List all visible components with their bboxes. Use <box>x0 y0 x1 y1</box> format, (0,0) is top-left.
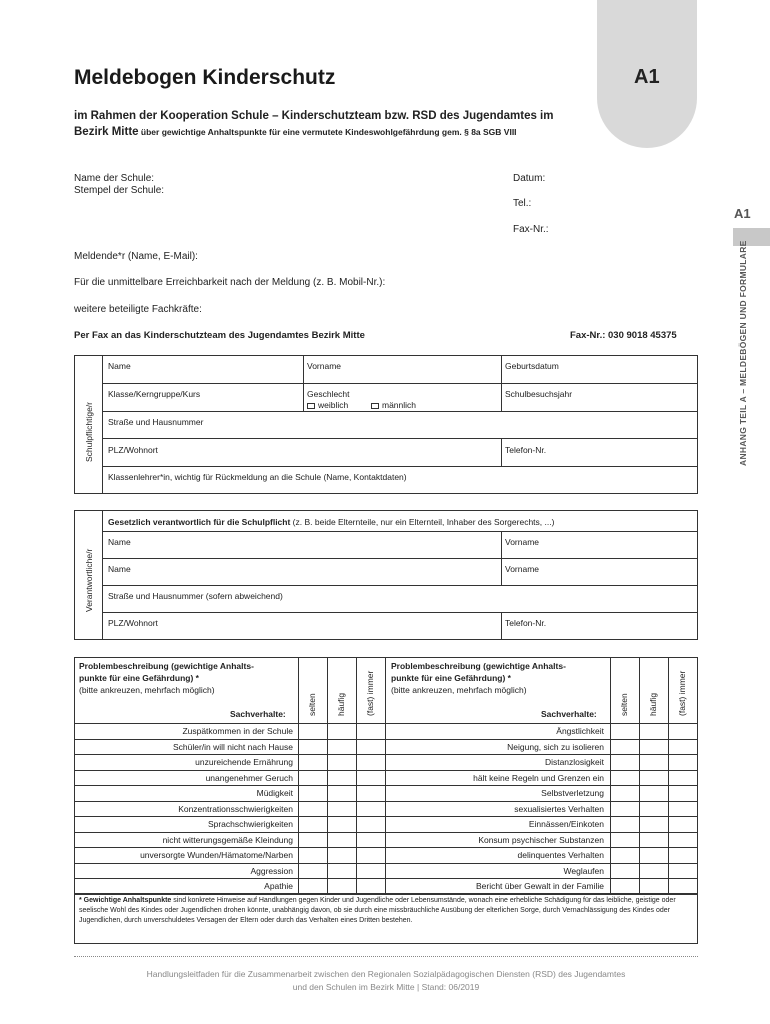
problem-row-line <box>74 863 698 864</box>
left-freq-checkbox-cell[interactable] <box>356 801 385 817</box>
right-freq-always: (fast) immer <box>677 670 687 716</box>
student-col-line <box>501 355 502 411</box>
problem-right-item: Ängstlichkeit <box>556 726 604 736</box>
right-freq-checkbox-cell[interactable] <box>639 785 668 801</box>
right-freq-often: häufig <box>648 692 658 716</box>
student-col-line <box>501 438 502 466</box>
right-freq-checkbox-cell[interactable] <box>610 801 639 817</box>
page-subtitle <box>74 108 594 140</box>
problem-left-item: Zuspätkommen in der Schule <box>182 726 293 736</box>
left-freq-checkbox-cell[interactable] <box>298 878 327 894</box>
left-freq-checkbox-cell[interactable] <box>356 847 385 863</box>
student-phone-field[interactable]: Telefon-Nr. <box>505 445 547 455</box>
left-freq-checkbox-cell[interactable] <box>327 785 356 801</box>
right-freq-checkbox-cell[interactable] <box>639 770 668 786</box>
female-label: weiblich <box>318 400 349 410</box>
guardian1-name-field[interactable]: Name <box>108 537 131 547</box>
problem-left-item: Müdigkeit <box>256 788 293 798</box>
footer-line2: und den Schulen im Bezirk Mitte | Stand: 06/2019 <box>292 982 480 992</box>
left-freq-checkbox-cell[interactable] <box>327 739 356 755</box>
student-street-field[interactable]: Straße und Hausnummer <box>108 417 204 427</box>
guardian-col-line <box>501 531 502 585</box>
reachability-label: Für die unmittelbare Erreichbarkeit nach der Meldung (z. B. Mobil-Nr.): <box>74 277 386 288</box>
right-freq-checkbox-cell[interactable] <box>668 723 697 739</box>
student-row-line <box>102 438 698 439</box>
problem-left-item: Schüler/in will nicht nach Hause <box>172 741 293 752</box>
footer-line1: Handlungsleitfaden für die Zusammenarbeit zwischen den Regionalen Sozialpädagogischen Diensten (RSD) des Jugendamtes <box>146 969 626 979</box>
left-freq-checkbox-cell[interactable] <box>356 863 385 879</box>
left-freq-checkbox-cell[interactable] <box>298 801 327 817</box>
problem-right-item: hält keine Regeln und Grenzen ein <box>473 772 604 783</box>
left-freq-checkbox-cell[interactable] <box>356 723 385 739</box>
left-freq-checkbox-cell[interactable] <box>298 816 327 832</box>
student-gender-label: Geschlecht <box>307 389 350 399</box>
guardian-zip-field[interactable]: PLZ/Wohnort <box>108 618 158 628</box>
right-freq-checkbox-cell[interactable] <box>610 739 639 755</box>
left-freq-checkbox-cell[interactable] <box>327 878 356 894</box>
left-freq-checkbox-cell[interactable] <box>356 785 385 801</box>
problem-left-item: Apathie <box>264 881 293 891</box>
student-row-line <box>102 383 698 384</box>
guardian-row-line <box>102 585 698 586</box>
guardian-section <box>74 510 698 640</box>
right-freq-checkbox-cell[interactable] <box>639 723 668 739</box>
guardian2-firstname-field[interactable]: Vorname <box>505 564 540 574</box>
left-freq-checkbox-cell[interactable] <box>356 770 385 786</box>
right-freq-checkbox-cell[interactable] <box>668 816 697 832</box>
page-code: A1 <box>634 66 660 88</box>
problems-left-header-2: punkte für eine Gefährdung) * <box>79 673 199 683</box>
page-title: Meldebogen Kinderschutz <box>74 66 336 89</box>
right-freq-checkbox-cell[interactable] <box>639 847 668 863</box>
left-freq-checkbox-cell[interactable] <box>327 770 356 786</box>
problem-right-item: Distanzlosigkeit <box>544 757 604 767</box>
guardian-col-line <box>501 612 502 640</box>
problem-row-line <box>74 801 698 802</box>
right-freq-checkbox-cell[interactable] <box>668 801 697 817</box>
problem-right-item: delinquentes Verhalten <box>517 850 604 860</box>
right-freq-checkbox-cell[interactable] <box>610 847 639 863</box>
student-name-field[interactable]: Name <box>108 361 131 371</box>
fax-to-label: Per Fax an das Kinderschutzteam des Jugendamtes Bezirk Mitte <box>74 330 365 341</box>
right-freq-checkbox-cell[interactable] <box>639 801 668 817</box>
right-freq-checkbox-cell[interactable] <box>610 785 639 801</box>
right-freq-checkbox-cell[interactable] <box>610 754 639 770</box>
guardian-divider <box>102 510 103 640</box>
left-freq-checkbox-cell[interactable] <box>327 863 356 879</box>
school-name-label: Name der Schule: <box>74 173 155 184</box>
problem-row-line <box>74 878 698 879</box>
problems-right-header-2: punkte für eine Gefährdung) * <box>391 673 511 683</box>
right-freq-checkbox-cell[interactable] <box>668 878 697 894</box>
right-freq-checkbox-cell[interactable] <box>668 754 697 770</box>
female-checkbox[interactable] <box>307 403 315 409</box>
footnote-box <box>74 894 698 944</box>
left-freq-checkbox-cell[interactable] <box>327 801 356 817</box>
problems-left-header-1: Problembeschreibung (gewichtige Anhalts- <box>79 661 254 671</box>
guardian-phone-field[interactable]: Telefon-Nr. <box>505 618 547 628</box>
date-label: Datum: <box>513 173 546 184</box>
problem-row-line <box>74 847 698 848</box>
right-freq-checkbox-cell[interactable] <box>639 816 668 832</box>
student-birthdate-field[interactable]: Geburtsdatum <box>505 361 559 371</box>
left-freq-checkbox-cell[interactable] <box>298 739 327 755</box>
right-freq-checkbox-cell[interactable] <box>668 785 697 801</box>
gender-male-option[interactable] <box>371 400 416 410</box>
left-freq-checkbox-cell[interactable] <box>327 723 356 739</box>
male-label: männlich <box>382 400 417 410</box>
left-freq-checkbox-cell[interactable] <box>298 863 327 879</box>
right-freq-checkbox-cell[interactable] <box>610 863 639 879</box>
guardian2-name-field[interactable]: Name <box>108 564 131 574</box>
problem-left-item: Konzentrationsschwierigkeiten <box>178 803 293 814</box>
right-freq-checkbox-cell[interactable] <box>610 816 639 832</box>
right-freq-checkbox-cell[interactable] <box>668 739 697 755</box>
left-freq-checkbox-cell[interactable] <box>298 770 327 786</box>
student-firstname-field[interactable]: Vorname <box>307 361 342 371</box>
gender-female-option[interactable] <box>307 400 348 410</box>
guardian-row-line <box>102 531 698 532</box>
problem-right-item: Bericht über Gewalt in der Familie <box>475 881 604 891</box>
left-freq-often: häufig <box>336 692 346 716</box>
problem-left-item: unangenehmer Geruch <box>205 772 293 783</box>
footnote-text: sind konkrete Hinweise auf Handlungen gegen Kinder und Jugendliche oder Lebensumstände, wonach eine erhebliche Schädigung für das leibliche, geistige oder seelische Wohl des Kindes oder Jugendlichen drohen könnte, unabhängig davon, ob sie durch eine missbräuchliche Ausübung der elterlichen Sorge, durch Vernachlässigung des Kindes oder Jugendlichen, durch unverschuldetes Versagen der Eltern oder durch das Verhalten eines Dritten bestehen. <box>79 897 676 924</box>
left-freq-checkbox-cell[interactable] <box>327 816 356 832</box>
reporter-label: Meldende*r (Name, E-Mail): <box>74 251 198 262</box>
problems-left-note: (bitte ankreuzen, mehrfach möglich) <box>79 685 215 695</box>
problem-row-line <box>74 754 698 755</box>
problem-right-item: Konsum psychischer Substanzen <box>478 834 604 845</box>
left-freq-checkbox-cell[interactable] <box>356 832 385 848</box>
guardian-side-label: Verantwortliche/r <box>84 548 94 612</box>
problem-left-item: unzureichende Ernährung <box>195 757 293 767</box>
problems-right-header-1: Problembeschreibung (gewichtige Anhalts- <box>391 661 566 671</box>
left-freq-checkbox-cell[interactable] <box>356 878 385 894</box>
right-freq-checkbox-cell[interactable] <box>610 770 639 786</box>
right-freq-checkbox-cell[interactable] <box>639 832 668 848</box>
tel-label: Tel.: <box>513 198 532 209</box>
subtitle-district: Bezirk Mitte <box>74 126 139 138</box>
guardian1-firstname-field[interactable]: Vorname <box>505 537 540 547</box>
problems-right-facts: Sachverhalte: <box>541 709 597 719</box>
student-row-line <box>102 411 698 412</box>
left-freq-checkbox-cell[interactable] <box>327 754 356 770</box>
left-freq-checkbox-cell[interactable] <box>298 754 327 770</box>
left-freq-checkbox-cell[interactable] <box>327 832 356 848</box>
left-freq-checkbox-cell[interactable] <box>327 847 356 863</box>
left-freq-checkbox-cell[interactable] <box>298 723 327 739</box>
fax-label: Fax-Nr.: <box>513 224 549 235</box>
problem-left-item: unversorgte Wunden/Hämatome/Narben <box>140 850 293 860</box>
problems-right-note: (bitte ankreuzen, mehrfach möglich) <box>391 685 527 695</box>
problem-right-item: Einnässen/Einkoten <box>528 819 604 829</box>
problem-row-line <box>74 785 698 786</box>
right-freq-checkbox-cell[interactable] <box>668 832 697 848</box>
student-row-line <box>102 466 698 467</box>
fax-number: Fax-Nr.: 030 9018 45375 <box>570 330 677 341</box>
footnote-bold: * Gewichtige Anhaltspunkte <box>79 897 172 904</box>
student-col-line <box>303 355 304 411</box>
guardian-row-line <box>102 558 698 559</box>
left-freq-checkbox-cell[interactable] <box>298 847 327 863</box>
right-freq-checkbox-cell[interactable] <box>668 770 697 786</box>
left-freq-rarely: selten <box>307 693 317 716</box>
left-freq-checkbox-cell[interactable] <box>356 816 385 832</box>
guardian-header-bold: Gesetzlich verantwortlich für die Schulpflicht <box>108 517 291 527</box>
subtitle-legal: über gewichtige Anhaltspunkte für eine vermutete Kindeswohlgefährdung gem. § 8a SGB VIII <box>138 127 517 137</box>
right-freq-checkbox-cell[interactable] <box>610 723 639 739</box>
right-freq-checkbox-cell[interactable] <box>610 832 639 848</box>
male-checkbox[interactable] <box>371 403 379 409</box>
problem-left-item: nicht witterungsgemäße Kleindung <box>162 834 293 845</box>
side-label: ANHANG TEIL A – MELDEBÖGEN UND FORMULARE <box>738 240 748 466</box>
student-zip-field[interactable]: PLZ/Wohnort <box>108 445 158 455</box>
school-stamp-label: Stempel der Schule: <box>74 185 165 196</box>
problem-left-item: Sprachschwierigkeiten <box>207 819 293 829</box>
problem-row-line <box>74 832 698 833</box>
right-freq-checkbox-cell[interactable] <box>668 863 697 879</box>
left-freq-always: (fast) immer <box>365 670 375 716</box>
problem-row-line <box>74 816 698 817</box>
problem-right-item: Neigung, sich zu isolieren <box>507 741 604 752</box>
problem-right-item: sexualisiertes Verhalten <box>514 803 604 814</box>
guardian-header <box>108 517 554 527</box>
class-teacher-field[interactable]: Klassenlehrer*in, wichtig für Rückmeldung an die Schule (Name, Kontaktdaten) <box>108 472 407 482</box>
problem-right-item: Selbstverletzung <box>541 788 604 798</box>
student-divider <box>102 355 103 494</box>
problem-right-item: Weglaufen <box>563 865 604 876</box>
guardian-header-note: (z. B. beide Elternteile, nur ein Elternteil, Inhaber des Sorgerechts, ...) <box>290 517 555 527</box>
right-freq-checkbox-cell[interactable] <box>639 754 668 770</box>
side-code: A1 <box>734 206 751 221</box>
guardian-street-field[interactable]: Straße und Hausnummer (sofern abweichend) <box>108 591 283 601</box>
page-footer <box>74 968 698 994</box>
other-staff-label: weitere beteiligte Fachkräfte: <box>74 304 202 315</box>
right-freq-checkbox-cell[interactable] <box>668 847 697 863</box>
right-freq-checkbox-cell[interactable] <box>639 739 668 755</box>
right-freq-checkbox-cell[interactable] <box>610 878 639 894</box>
problem-row-line <box>74 739 698 740</box>
subtitle-line2 <box>74 124 594 140</box>
right-freq-checkbox-cell[interactable] <box>639 878 668 894</box>
left-freq-checkbox-cell[interactable] <box>356 754 385 770</box>
right-freq-checkbox-cell[interactable] <box>639 863 668 879</box>
problem-left-item: Aggression <box>250 865 293 876</box>
footer-divider <box>74 956 698 957</box>
right-freq-rarely: selten <box>619 693 629 716</box>
student-schoolyear-field[interactable]: Schulbesuchsjahr <box>505 389 573 399</box>
problem-row-line <box>74 770 698 771</box>
left-freq-checkbox-cell[interactable] <box>298 785 327 801</box>
left-freq-checkbox-cell[interactable] <box>298 832 327 848</box>
problems-left-facts: Sachverhalte: <box>230 709 286 719</box>
student-side-label: Schulpflichtige/r <box>84 401 94 462</box>
guardian-row-line <box>102 612 698 613</box>
left-freq-checkbox-cell[interactable] <box>356 739 385 755</box>
problems-header-line <box>74 723 698 724</box>
subtitle-line1: im Rahmen der Kooperation Schule – Kinderschutzteam bzw. RSD des Jugendamtes im <box>74 110 554 122</box>
student-class-field[interactable]: Klasse/Kerngruppe/Kurs <box>108 389 201 399</box>
